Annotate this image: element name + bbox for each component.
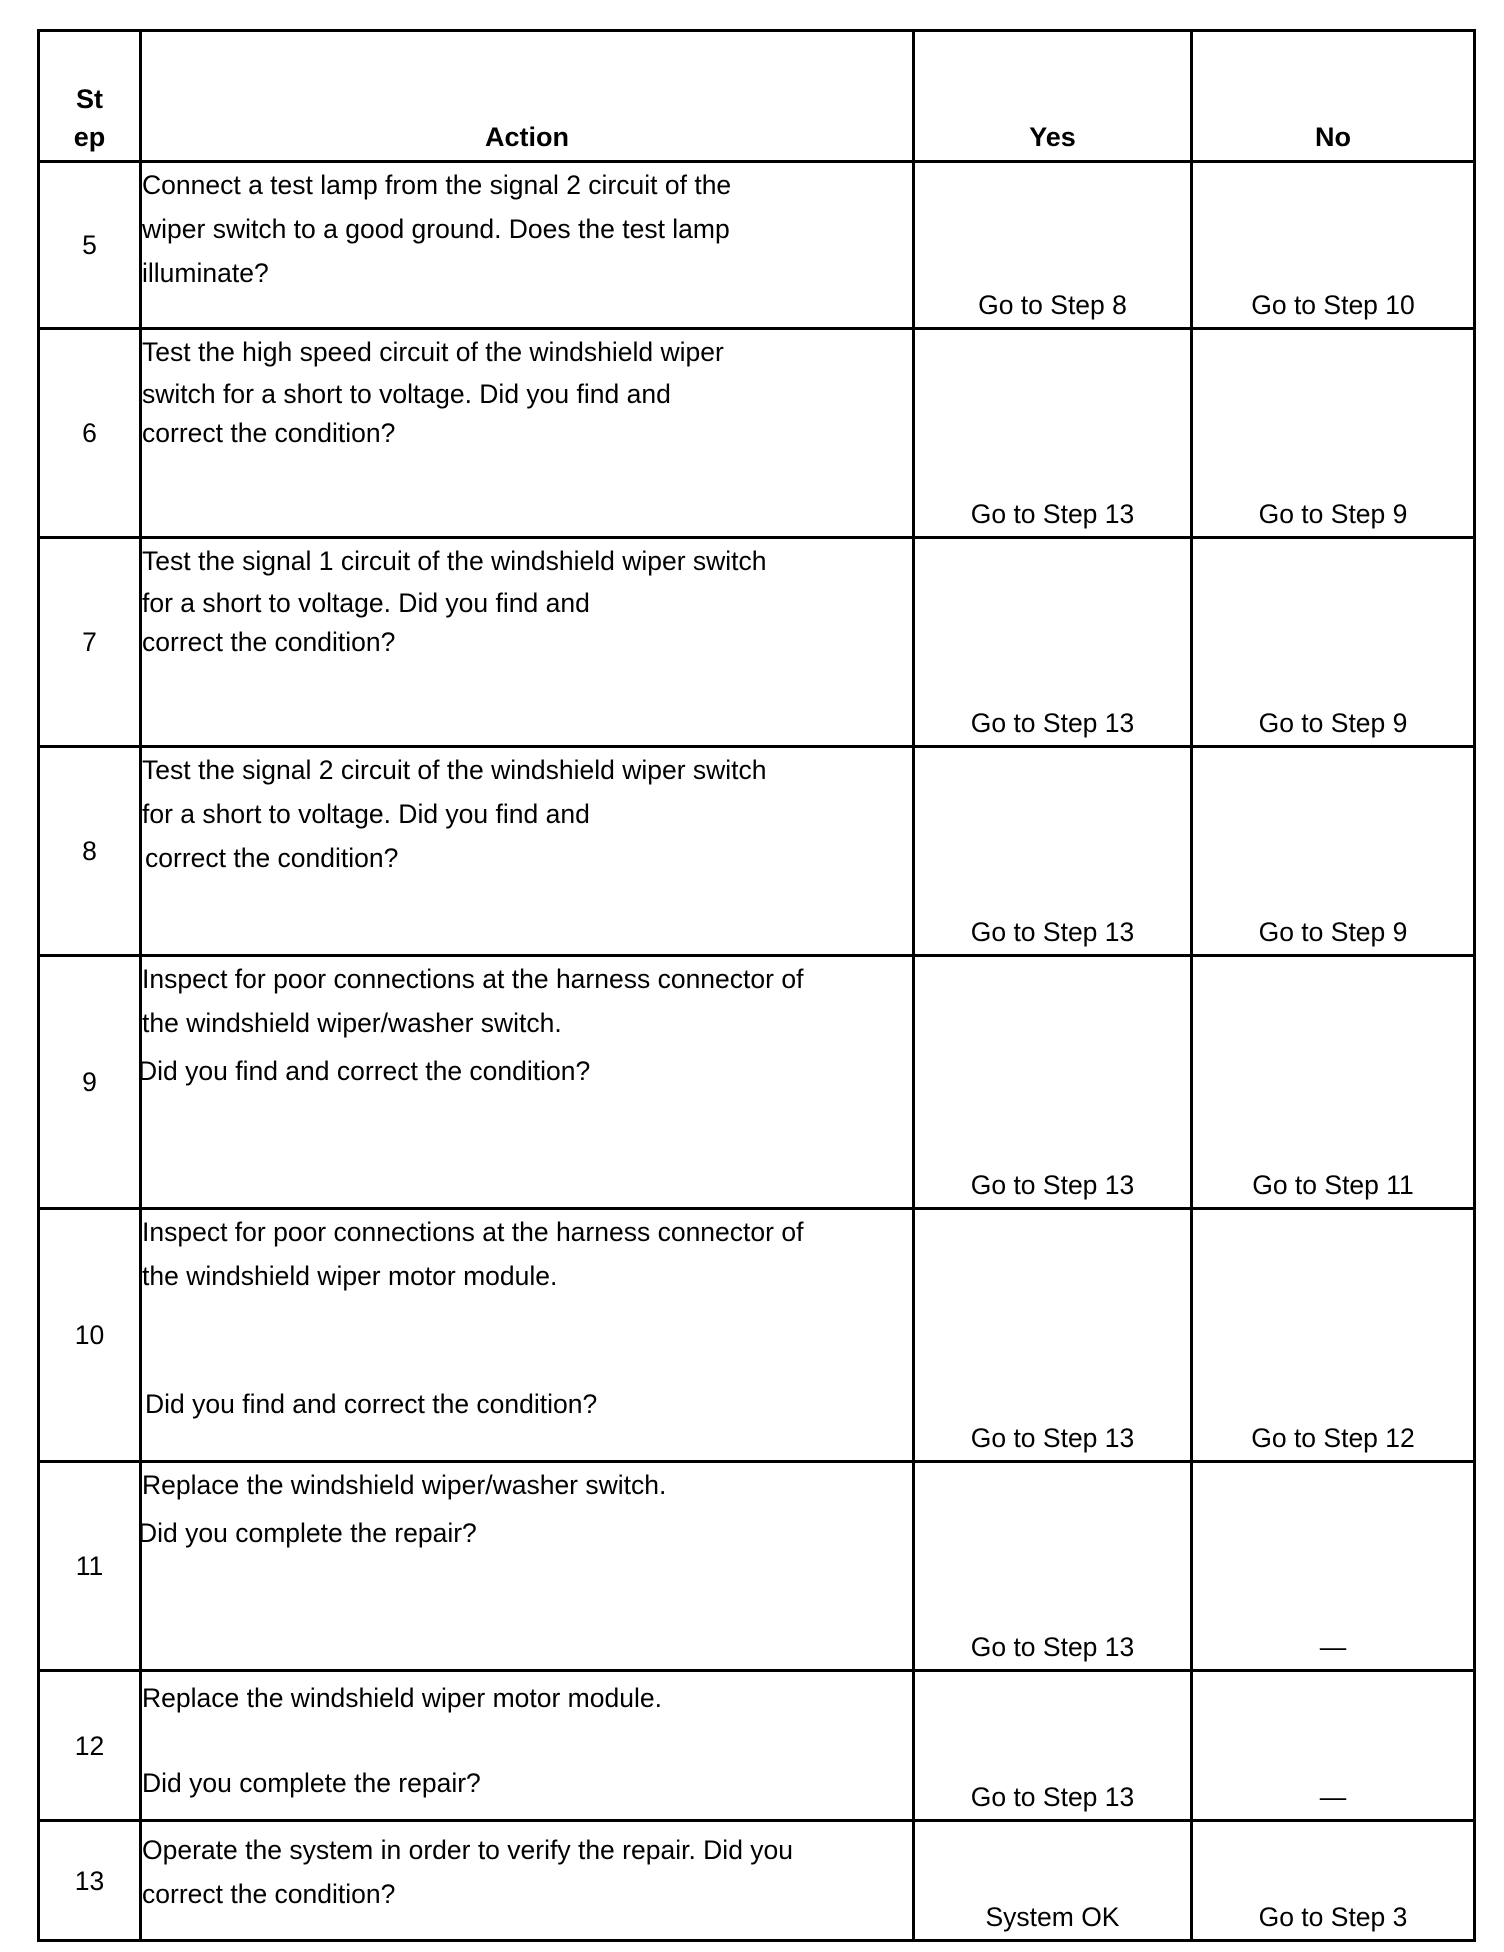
step-number: 10 — [39, 1209, 141, 1462]
action-text: Test the signal 2 circuit of the windshield wiper switch — [142, 755, 767, 785]
no-cell: Go to Step 3 — [1192, 1821, 1475, 1941]
no-cell: Go to Step 12 — [1192, 1209, 1475, 1462]
yes-cell: Go to Step 13 — [914, 329, 1192, 538]
table-row — [39, 1209, 1475, 1462]
table-row — [39, 538, 1475, 747]
table-row — [39, 956, 1475, 1209]
action-text: correct the condition? — [142, 418, 396, 448]
action-text: correct the condition? — [145, 843, 399, 873]
no-cell: Go to Step 11 — [1192, 956, 1475, 1209]
action-text: switch for a short to voltage. Did you find and — [142, 379, 671, 409]
action-cell — [138, 956, 914, 1209]
no-cell: — — [1192, 1462, 1475, 1671]
yes-cell: Go to Step 13 — [914, 1462, 1192, 1671]
action-text: Connect a test lamp from the signal 2 circuit of the — [142, 170, 732, 200]
yes-cell: Go to Step 13 — [914, 747, 1192, 956]
action-text: Did you complete the repair? — [142, 1768, 481, 1798]
table-row — [39, 329, 1475, 538]
no-cell: — — [1192, 1671, 1475, 1821]
step-number: 11 — [39, 1462, 141, 1671]
action-text: Test the high speed circuit of the windshield wiper — [142, 337, 724, 367]
action-text: the windshield wiper/washer switch. — [142, 1008, 562, 1038]
header-step-line2: ep — [73, 122, 106, 152]
action-text: for a short to voltage. Did you find and — [142, 799, 590, 829]
action-cell — [141, 162, 914, 329]
action-cell — [141, 747, 914, 956]
step-number: 9 — [39, 956, 141, 1209]
table-row — [39, 162, 1475, 329]
action-text: Did you find and correct the condition? — [138, 1056, 591, 1086]
step-number: 8 — [39, 747, 141, 956]
header-row — [39, 31, 1475, 162]
header-yes: Yes — [914, 31, 1192, 162]
no-cell: Go to Step 9 — [1192, 747, 1475, 956]
action-text: Inspect for poor connections at the harness connector of — [142, 1217, 804, 1247]
yes-cell: System OK — [914, 1821, 1192, 1941]
no-cell: Go to Step 9 — [1192, 329, 1475, 538]
no-cell: Go to Step 9 — [1192, 538, 1475, 747]
action-text: for a short to voltage. Did you find and — [142, 588, 590, 618]
action-text: the windshield wiper motor module. — [142, 1261, 558, 1291]
yes-cell: Go to Step 13 — [914, 538, 1192, 747]
table-row — [39, 1821, 1475, 1941]
action-text: Replace the windshield wiper motor module. — [142, 1683, 662, 1713]
step-number: 6 — [39, 329, 141, 538]
yes-cell: Go to Step 8 — [914, 162, 1192, 329]
action-text: Inspect for poor connections at the harness connector of — [142, 964, 804, 994]
action-text: wiper switch to a good ground. Does the test lamp — [142, 214, 730, 244]
action-text: Did you find and correct the condition? — [145, 1389, 598, 1419]
action-cell — [141, 1671, 914, 1821]
action-cell — [138, 1462, 914, 1671]
action-text: Operate the system in order to verify the repair. Did you — [142, 1835, 794, 1865]
yes-cell: Go to Step 13 — [914, 1671, 1192, 1821]
action-text: illuminate? — [142, 258, 269, 288]
action-cell — [141, 1209, 914, 1462]
action-text: correct the condition? — [142, 1879, 396, 1909]
table-row — [39, 1462, 1475, 1671]
step-number: 12 — [39, 1671, 141, 1821]
action-cell — [141, 329, 914, 538]
header-action: Action — [141, 31, 914, 162]
no-cell: Go to Step 10 — [1192, 162, 1475, 329]
diagnostic-table — [37, 29, 1476, 1942]
action-cell — [141, 1821, 914, 1941]
step-number: 5 — [39, 162, 141, 329]
action-text: Did you complete the repair? — [138, 1518, 477, 1548]
action-cell — [141, 538, 914, 747]
yes-cell: Go to Step 13 — [914, 956, 1192, 1209]
header-step-line1: St — [76, 84, 103, 114]
table-row — [39, 1671, 1475, 1821]
action-text: correct the condition? — [142, 627, 396, 657]
action-text: Test the signal 1 circuit of the windshield wiper switch — [142, 546, 767, 576]
header-step — [39, 31, 141, 162]
document-page — [37, 29, 1473, 1942]
action-text: Replace the windshield wiper/washer switch. — [142, 1470, 667, 1500]
header-no: No — [1192, 31, 1475, 162]
step-number: 13 — [39, 1821, 141, 1941]
table-row — [39, 747, 1475, 956]
step-number: 7 — [39, 538, 141, 747]
yes-cell: Go to Step 13 — [914, 1209, 1192, 1462]
